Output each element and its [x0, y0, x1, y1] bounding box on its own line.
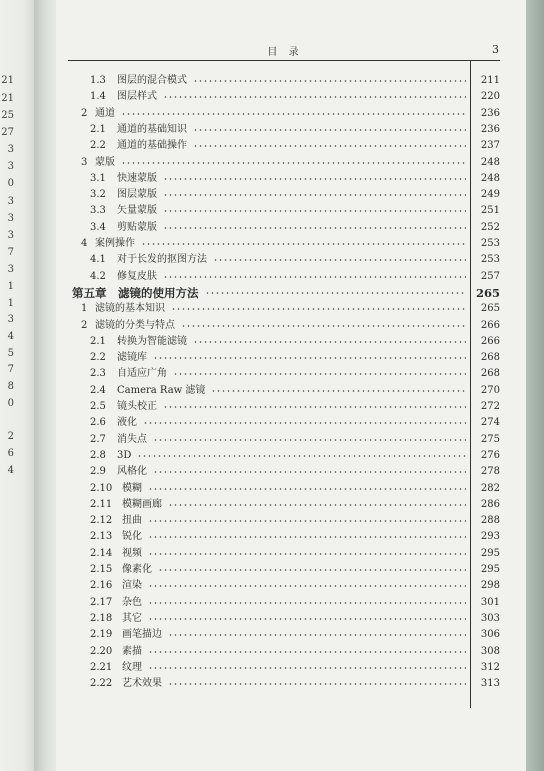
toc-leader-dots	[148, 667, 466, 669]
toc-chapter-row	[72, 285, 500, 301]
toc-leader-dots	[168, 504, 466, 506]
toc-leader-dots	[148, 520, 466, 522]
toc-entry-number: 2.2	[90, 140, 106, 152]
toc-entry-page: 313	[480, 678, 500, 690]
toc-entry-page: 276	[480, 449, 500, 461]
toc-entry-page: 237	[480, 140, 500, 152]
toc-entry-page: 306	[480, 629, 500, 641]
toc-entry-number: 2.17	[90, 596, 113, 608]
toc-entry-page: 220	[480, 91, 500, 103]
toc-entry-page: 293	[480, 531, 500, 543]
toc-entry-row	[72, 432, 500, 448]
toc-entry-title: 渲染	[122, 580, 142, 592]
toc-leader-dots	[163, 210, 466, 212]
left-page-number-fragment: 6	[7, 448, 14, 459]
left-page-number-fragment: 2	[7, 431, 14, 442]
toc-entry-number: 1.3	[90, 75, 106, 86]
toc-entry-title: 纹理	[122, 661, 142, 673]
toc-entry-page: 265	[480, 303, 500, 315]
toc-leader-dots	[148, 602, 466, 604]
toc-entry-row	[72, 203, 500, 219]
toc-entry-title: 素描	[122, 645, 142, 657]
toc-entry-row	[72, 497, 500, 513]
toc-entry-title: 对于长发的抠图方法	[117, 254, 207, 266]
toc-entry-row	[72, 269, 500, 285]
toc-entry-number: 2.1	[90, 335, 106, 347]
left-page-number-fragment: 3	[7, 264, 14, 275]
toc-entry-title: 图层的混合模式	[117, 75, 187, 86]
left-page-number-fragment: 4	[7, 331, 14, 342]
toc-entry-page: 248	[480, 156, 500, 168]
toc-leader-dots	[168, 683, 466, 685]
toc-entry-number: 2	[81, 107, 88, 119]
toc-entry-number: 3.2	[90, 189, 106, 201]
toc-leader-dots	[173, 373, 466, 375]
toc-entry-title: 滤镜的基本知识	[95, 303, 165, 315]
toc-leader-dots	[193, 80, 466, 82]
toc-entry-row	[72, 252, 500, 268]
toc-entry-number: 2.9	[90, 466, 106, 478]
toc-entry-page: 253	[480, 254, 500, 266]
toc-leader-dots	[181, 325, 466, 327]
toc-entry-number: 2.16	[90, 580, 113, 592]
toc-entry-title: 锐化	[122, 531, 142, 543]
left-page-number-fragment: 3	[7, 230, 14, 241]
toc-entry-page: 278	[480, 466, 500, 478]
toc-entry-row	[72, 334, 500, 350]
left-page-number-fragment: 8	[7, 381, 14, 392]
toc-leader-dots	[171, 308, 466, 310]
toc-entry-page: 275	[480, 433, 500, 445]
toc-entry-number: 2.22	[90, 678, 113, 690]
toc-entry-number: 3	[81, 156, 88, 168]
toc-entry-number: 2.2	[90, 352, 106, 364]
left-page-number-fragment: 0	[7, 178, 14, 189]
toc-entry-page: 268	[480, 368, 500, 380]
toc-entry-page: 295	[480, 564, 500, 575]
left-page-number-fragment: 3	[7, 314, 14, 325]
toc-entry-page: 253	[480, 238, 500, 249]
left-page-number-fragment: 7	[7, 247, 14, 258]
toc-entry-number: 2.7	[90, 433, 106, 445]
toc-entry-row	[72, 187, 500, 203]
toc-entry-page: 252	[480, 221, 500, 233]
toc-leader-dots	[148, 585, 466, 587]
toc-entry-number: 第五章	[72, 285, 107, 300]
toc-entry-row	[72, 676, 500, 692]
toc-entry-page: 257	[480, 270, 500, 282]
toc-leader-dots	[163, 96, 466, 98]
toc-entry-title: 图层蒙版	[117, 189, 157, 201]
toc-entry-page: 236	[480, 123, 500, 135]
toc-leader-dots	[163, 227, 466, 229]
left-page-number-fragment: 3	[7, 144, 14, 155]
toc-entry-title: 模糊画廊	[122, 498, 162, 510]
toc-entry-number: 4.2	[90, 270, 106, 282]
toc-entry-title: 镜头校正	[117, 401, 157, 412]
toc-leader-dots	[148, 618, 466, 620]
toc-entry-title: 图层样式	[117, 91, 157, 103]
toc-entry-row	[72, 301, 500, 317]
toc-entry-page: 288	[480, 515, 500, 527]
toc-entry-row	[72, 578, 500, 594]
toc-entry-page: 298	[480, 580, 500, 592]
toc-entry-number: 2.18	[90, 612, 113, 624]
toc-entry-number: 2.4	[90, 384, 106, 396]
header-rule	[68, 60, 500, 61]
toc-entry-title: 通道的基础操作	[117, 140, 187, 152]
toc-entry-number: 2.11	[90, 498, 113, 510]
page-header-title: 目 录	[267, 47, 303, 58]
toc-leader-dots	[163, 194, 466, 196]
toc-entry-row	[72, 627, 500, 643]
toc-leader-dots	[153, 357, 466, 359]
toc-entry-row	[72, 350, 500, 366]
toc-leader-dots	[193, 129, 466, 131]
toc-entry-title: 3D	[117, 449, 132, 461]
toc-entry-title: 其它	[122, 612, 142, 624]
toc-entry-number: 2.8	[90, 449, 106, 461]
toc-entry-row	[72, 318, 500, 334]
toc-entry-page: 270	[480, 384, 500, 396]
toc-entry-number: 2	[81, 319, 88, 331]
toc-entry-row	[72, 106, 500, 122]
toc-entry-title: 自适应广角	[117, 368, 167, 380]
toc-entry-page: 251	[480, 205, 500, 217]
toc-leader-dots	[153, 439, 466, 441]
toc-entry-page: 272	[480, 401, 500, 412]
toc-entry-title: 扭曲	[122, 515, 142, 527]
toc-entry-number: 2.21	[90, 661, 113, 673]
toc-leader-dots	[168, 634, 466, 636]
toc-entry-row	[72, 220, 500, 236]
toc-entry-row	[72, 529, 500, 545]
toc-entry-number: 2.20	[90, 645, 113, 657]
toc-entry-number: 2.12	[90, 515, 113, 527]
left-page-number-fragment: 3	[7, 161, 14, 172]
toc-leader-dots	[158, 569, 466, 571]
toc-entry-title: 画笔描边	[122, 629, 162, 641]
toc-entry-page: 249	[480, 189, 500, 201]
toc-entry-title: 矢量蒙版	[117, 205, 157, 217]
toc-entry-number: 2.14	[90, 547, 113, 559]
toc-entry-page: 308	[480, 645, 500, 657]
toc-entry-number: 3.3	[90, 205, 106, 217]
toc-entry-title: 滤镜库	[117, 352, 147, 364]
toc-entry-page: 211	[480, 75, 500, 86]
toc-entry-number: 3.4	[90, 221, 106, 233]
toc-entry-number: 2.10	[90, 482, 113, 494]
left-page-number-fragment: 5	[7, 348, 14, 359]
toc-entry-row	[72, 383, 500, 399]
toc-entry-row	[72, 366, 500, 382]
toc-entry-page: 268	[480, 352, 500, 364]
toc-leader-dots	[148, 536, 466, 538]
toc-entry-title: 修复皮肤	[117, 270, 157, 282]
toc-entry-number: 2.5	[90, 401, 106, 412]
toc-entry-page: 301	[480, 596, 500, 608]
toc-leader-dots	[141, 243, 466, 245]
toc-entry-title: 液化	[117, 417, 137, 429]
left-page-edge	[0, 0, 34, 771]
left-page-number-fragment: 21	[1, 93, 14, 104]
toc-entry-row	[72, 464, 500, 480]
toc-entry-row	[72, 89, 500, 105]
toc-leader-dots	[121, 113, 466, 115]
toc-entry-page: 265	[475, 285, 500, 300]
toc-entry-title: 风格化	[117, 466, 147, 478]
toc-leader-dots	[143, 422, 466, 424]
toc-entry-title: 剪贴蒙版	[117, 221, 157, 233]
toc-entry-number: 2.3	[90, 368, 106, 380]
toc-entry-title: 杂色	[122, 596, 142, 608]
toc-entry-number: 2.19	[90, 629, 113, 641]
toc-entry-number: 1.4	[90, 91, 106, 103]
toc-entry-row	[72, 513, 500, 529]
toc-leader-dots	[137, 455, 466, 457]
toc-entry-row	[72, 155, 500, 171]
left-page-number-fragment: 4	[7, 465, 14, 476]
toc-entry-page: 236	[480, 107, 500, 119]
toc-entry-title: 通道的基础知识	[117, 123, 187, 135]
toc-entry-row	[72, 171, 500, 187]
toc-entry-title: 像素化	[122, 564, 152, 575]
toc-leader-dots	[213, 259, 466, 261]
toc-entry-row	[72, 399, 500, 415]
toc-entry-number: 1	[81, 303, 88, 315]
toc-entry-page: 303	[480, 612, 500, 624]
toc-entry-number: 4.1	[90, 254, 106, 266]
toc-entry-row	[72, 448, 500, 464]
left-page-number-fragment: 27	[1, 127, 14, 138]
page-edge-shadow	[526, 0, 544, 771]
toc-entry-page: 266	[480, 335, 500, 347]
toc-entry-title: 通道	[95, 107, 115, 119]
toc-entry-number: 2.1	[90, 123, 106, 135]
toc-leader-dots	[148, 553, 466, 555]
toc-leader-dots	[163, 276, 466, 278]
toc-leader-dots	[148, 488, 466, 490]
left-page-number-fragment: 25	[1, 110, 14, 121]
toc-entry-row	[72, 562, 500, 578]
toc-entry-page: 286	[480, 498, 500, 510]
left-page-number-fragment: 21	[1, 75, 14, 86]
left-page-number-fragment: 3	[7, 196, 14, 207]
toc-entry-title: 快速蒙版	[117, 172, 157, 184]
toc-entry-row	[72, 611, 500, 627]
left-page-number-fragment: 1	[7, 281, 14, 292]
toc-entry-page: 295	[480, 547, 500, 559]
toc-leader-dots	[193, 341, 466, 343]
toc-entry-title: 案例操作	[95, 238, 135, 249]
toc-leader-dots	[163, 178, 466, 180]
toc-entry-number: 4	[81, 238, 88, 249]
toc-entry-row	[72, 660, 500, 676]
toc-entry-page: 274	[480, 417, 500, 429]
left-page-number-fragment: 7	[7, 364, 14, 375]
toc-leader-dots	[193, 145, 466, 147]
toc-leader-dots	[121, 162, 466, 164]
toc-entry-title: Camera Raw 滤镜	[117, 384, 206, 396]
toc-entry-title: 滤镜的使用方法	[118, 285, 199, 300]
toc-entry-row	[72, 415, 500, 431]
left-page-number-fragment: 1	[7, 298, 14, 309]
left-page-number-fragment: 3	[7, 213, 14, 224]
toc-entry-number: 2.13	[90, 531, 113, 543]
toc-leader-dots	[153, 471, 466, 473]
toc-entry-title: 消失点	[117, 433, 147, 445]
toc-leader-dots	[205, 292, 466, 294]
toc-entry-number: 3.1	[90, 172, 106, 184]
left-page-number-fragment: 0	[7, 398, 14, 409]
toc-entry-page: 312	[480, 661, 500, 673]
toc-entry-title: 视频	[122, 547, 142, 559]
toc-entry-page: 248	[480, 172, 500, 184]
page-number: 3	[492, 43, 499, 56]
toc-entry-title: 艺术效果	[122, 678, 162, 690]
toc-entry-row	[72, 236, 500, 252]
toc-entry-title: 转换为智能滤镜	[117, 335, 187, 347]
toc-entry-title: 模糊	[122, 482, 142, 494]
toc-entry-title: 蒙版	[95, 156, 115, 168]
toc-leader-dots	[148, 651, 466, 653]
toc-entry-row	[72, 644, 500, 660]
toc-entry-row	[72, 73, 500, 89]
toc-entry-page: 266	[480, 319, 500, 331]
toc-leader-dots	[163, 406, 466, 408]
toc-leader-dots	[211, 390, 466, 392]
toc-entry-number: 2.15	[90, 564, 113, 575]
toc-entry-row	[72, 138, 500, 154]
toc-entry-row	[72, 122, 500, 138]
toc-entry-page: 282	[480, 482, 500, 494]
toc-entry-number: 2.6	[90, 417, 106, 429]
toc-entry-row	[72, 481, 500, 497]
toc-entry-row	[72, 595, 500, 611]
toc-entry-title: 滤镜的分类与特点	[95, 319, 175, 331]
toc-entry-row	[72, 546, 500, 562]
